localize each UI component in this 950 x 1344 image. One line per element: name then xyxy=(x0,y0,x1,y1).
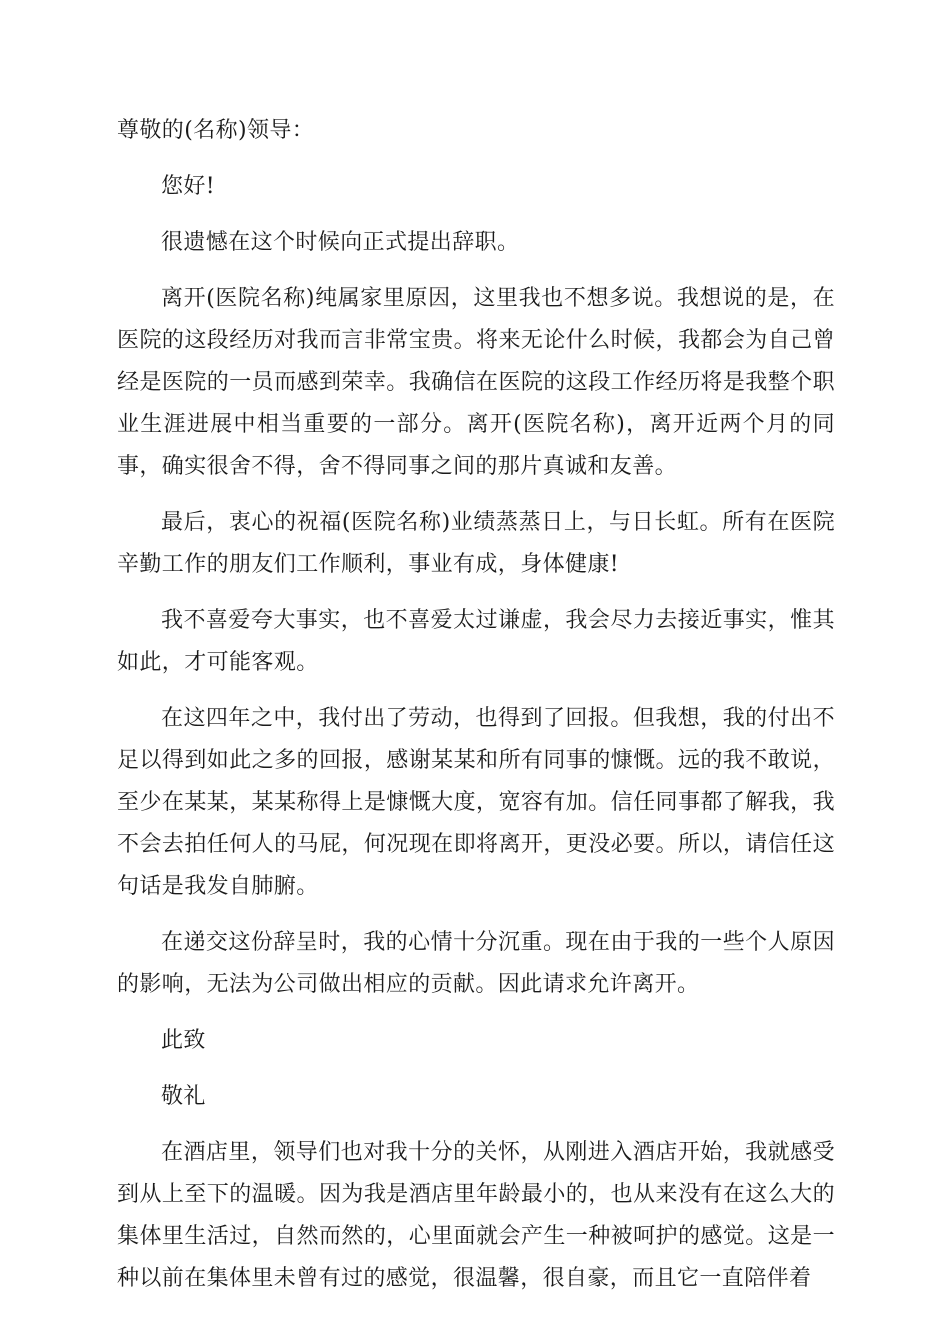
letter-page xyxy=(117,110,835,1314)
greeting: 您好! xyxy=(161,174,216,199)
paragraph-6: 在递交这份辞呈时，我的心情十分沉重。现在由于我的一些个人原因的影响，无法为公司做出相应的贡献。因此请求允许离开。 xyxy=(117,930,835,997)
salutation: 尊敬的(名称)领导： xyxy=(117,118,315,143)
paragraph-3: 最后，衷心的祝福(医院名称)业绩蒸蒸日上，与日长虹。所有在医院辛勤工作的朋友们工作顺利，事业有成，身体健康! xyxy=(117,510,835,577)
paragraph-5: 在这四年之中，我付出了劳动，也得到了回报。但我想，我的付出不足以得到如此之多的回报，感谢某某和所有同事的慷慨。远的我不敢说，至少在某某，某某称得上是慷慨大度，宽容有加。信任同事都了解我，我不会去拍任何人的马屁，何况现在即将离开，更没必要。所以，请信任这句话是我发自肺腑。 xyxy=(117,706,835,899)
paragraph-2: 离开(医院名称)纯属家里原因，这里我也不想多说。我想说的是，在医院的这段经历对我而言非常宝贵。将来无论什么时候，我都会为自己曾经是医院的一员而感到荣幸。我确信在医院的这段工作经历将是我整个职业生涯进展中相当重要的一部分。离开(医院名称)，离开近两个月的同事，确实很舍不得，舍不得同事之间的那片真诚和友善。 xyxy=(117,286,835,479)
closing-line-1: 此致 xyxy=(161,1028,206,1053)
paragraph-1: 很遗憾在这个时候向正式提出辞职。 xyxy=(161,230,520,255)
closing-line-2: 敬礼 xyxy=(161,1084,206,1109)
extra-paragraph: 在酒店里，领导们也对我十分的关怀，从刚进入酒店开始，我就感受到从上至下的温暖。因为我是酒店里年龄最小的，也从来没有在这么大的集体里生活过，自然而然的，心里面就会产生一种被呵护的感觉。这是一种以前在集体里未曾有过的感觉，很温馨，很自豪，而且它一直陪伴着 xyxy=(117,1140,835,1291)
paragraph-4: 我不喜爱夸大事实，也不喜爱太过谦虚，我会尽力去接近事实，惟其如此，才可能客观。 xyxy=(117,608,835,675)
